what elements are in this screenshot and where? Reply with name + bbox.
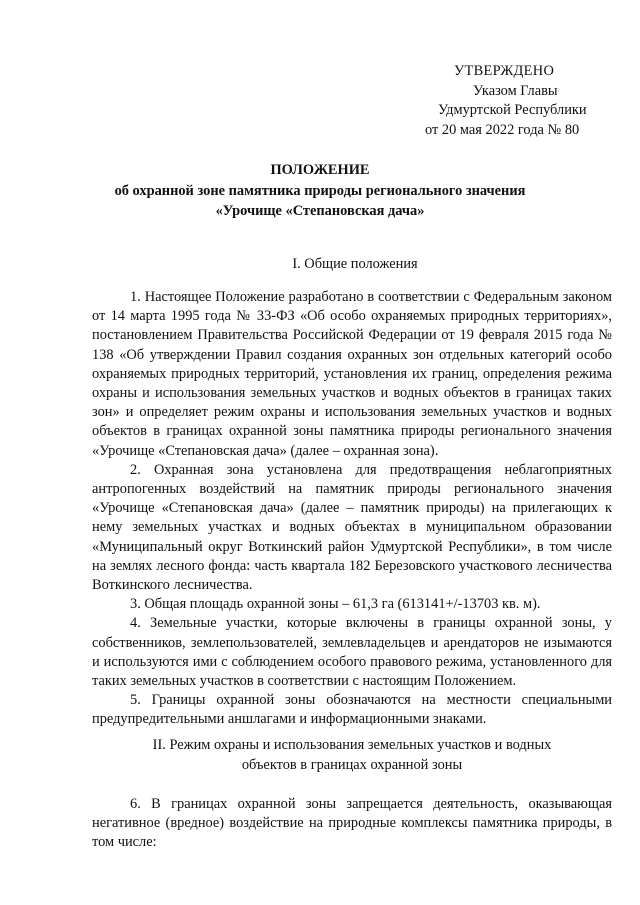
heading-line: объектов в границах охранной зоны — [241, 756, 463, 773]
paragraph: 6. В границах охранной зоны запрещается деятельность, оказывающая негативное (вредное) воздействие на природные комплексы памятника природы, в том числе: — [92, 796, 612, 851]
heading-line: II. Режим охраны и использования земельных участков и водных — [152, 737, 552, 753]
paragraph: 2. Охранная зона установлена для предотвращения неблагоприятных антропогенных воздействий на памятник природы регионального значения «Урочище «Степановская дача» (далее – памятник природы) на прилегающих к нему земельных участках и водных объектах в муниципальном образовании «Муниципальный округ Воткинский район Удмуртской Республики», в том числе на землях лесного фонда: часть квартала 182 Березовского участкового лесничества Воткинского лесничества. — [92, 461, 612, 594]
paragraph: 5. Границы охранной зоны обозначаются на местности специальными предупредительными аншлагами и информационными знаками. — [92, 692, 612, 728]
title-line: «Урочище «Степановская дача» — [215, 203, 425, 219]
paragraph: 3. Общая площадь охранной зоны – 61,3 га (613141+/-13703 кв. м). — [130, 596, 541, 613]
title-line: об охранной зоне памятника природы регионального значения — [114, 182, 526, 199]
approval-stamp — [420, 62, 620, 140]
section-body-regime — [92, 795, 612, 853]
approval-line: УТВЕРЖДЕНО — [454, 63, 555, 79]
approval-line: Удмуртской Республики — [438, 102, 587, 118]
paragraph: 4. Земельные участки, которые включены в границы охранной зоны, у собственников, землепользователей, землевладельцев и арендаторов не изымаются и используются ими с соблюдением особого правового режима, установленного для таких земельных участков в соответствии с настоящим Положением. — [92, 615, 612, 690]
paragraph: 1. Настоящее Положение разработано в соответствии с Федеральным законом от 14 марта 1995 года № 33-ФЗ «Об особо охраняемых природных территориях», постановлением Правительства Российской Федерации от 19 февраля 2015 года № 138 «Об утверждении Правил создания охранных зон отдельных категорий особо охраняемых природных территорий, установления их границ, определения режима охраны и использования земельных участков и водных объектов в границах таких зон» и определяет режим охраны и использования земельных участков и водных объектов в границах охранной зоны памятника природы регионального значения «Урочище «Степановская дача» (далее – охранная зона). — [92, 289, 612, 459]
document-title — [80, 160, 560, 222]
section-heading-general: I. Общие положения — [292, 256, 418, 272]
section-body-general — [92, 288, 612, 730]
approval-line: Указом Главы — [473, 82, 558, 99]
title-line: ПОЛОЖЕНИЕ — [270, 162, 370, 178]
approval-line: от 20 мая 2022 года № 80 — [425, 121, 580, 138]
section-heading-regime — [92, 736, 612, 775]
